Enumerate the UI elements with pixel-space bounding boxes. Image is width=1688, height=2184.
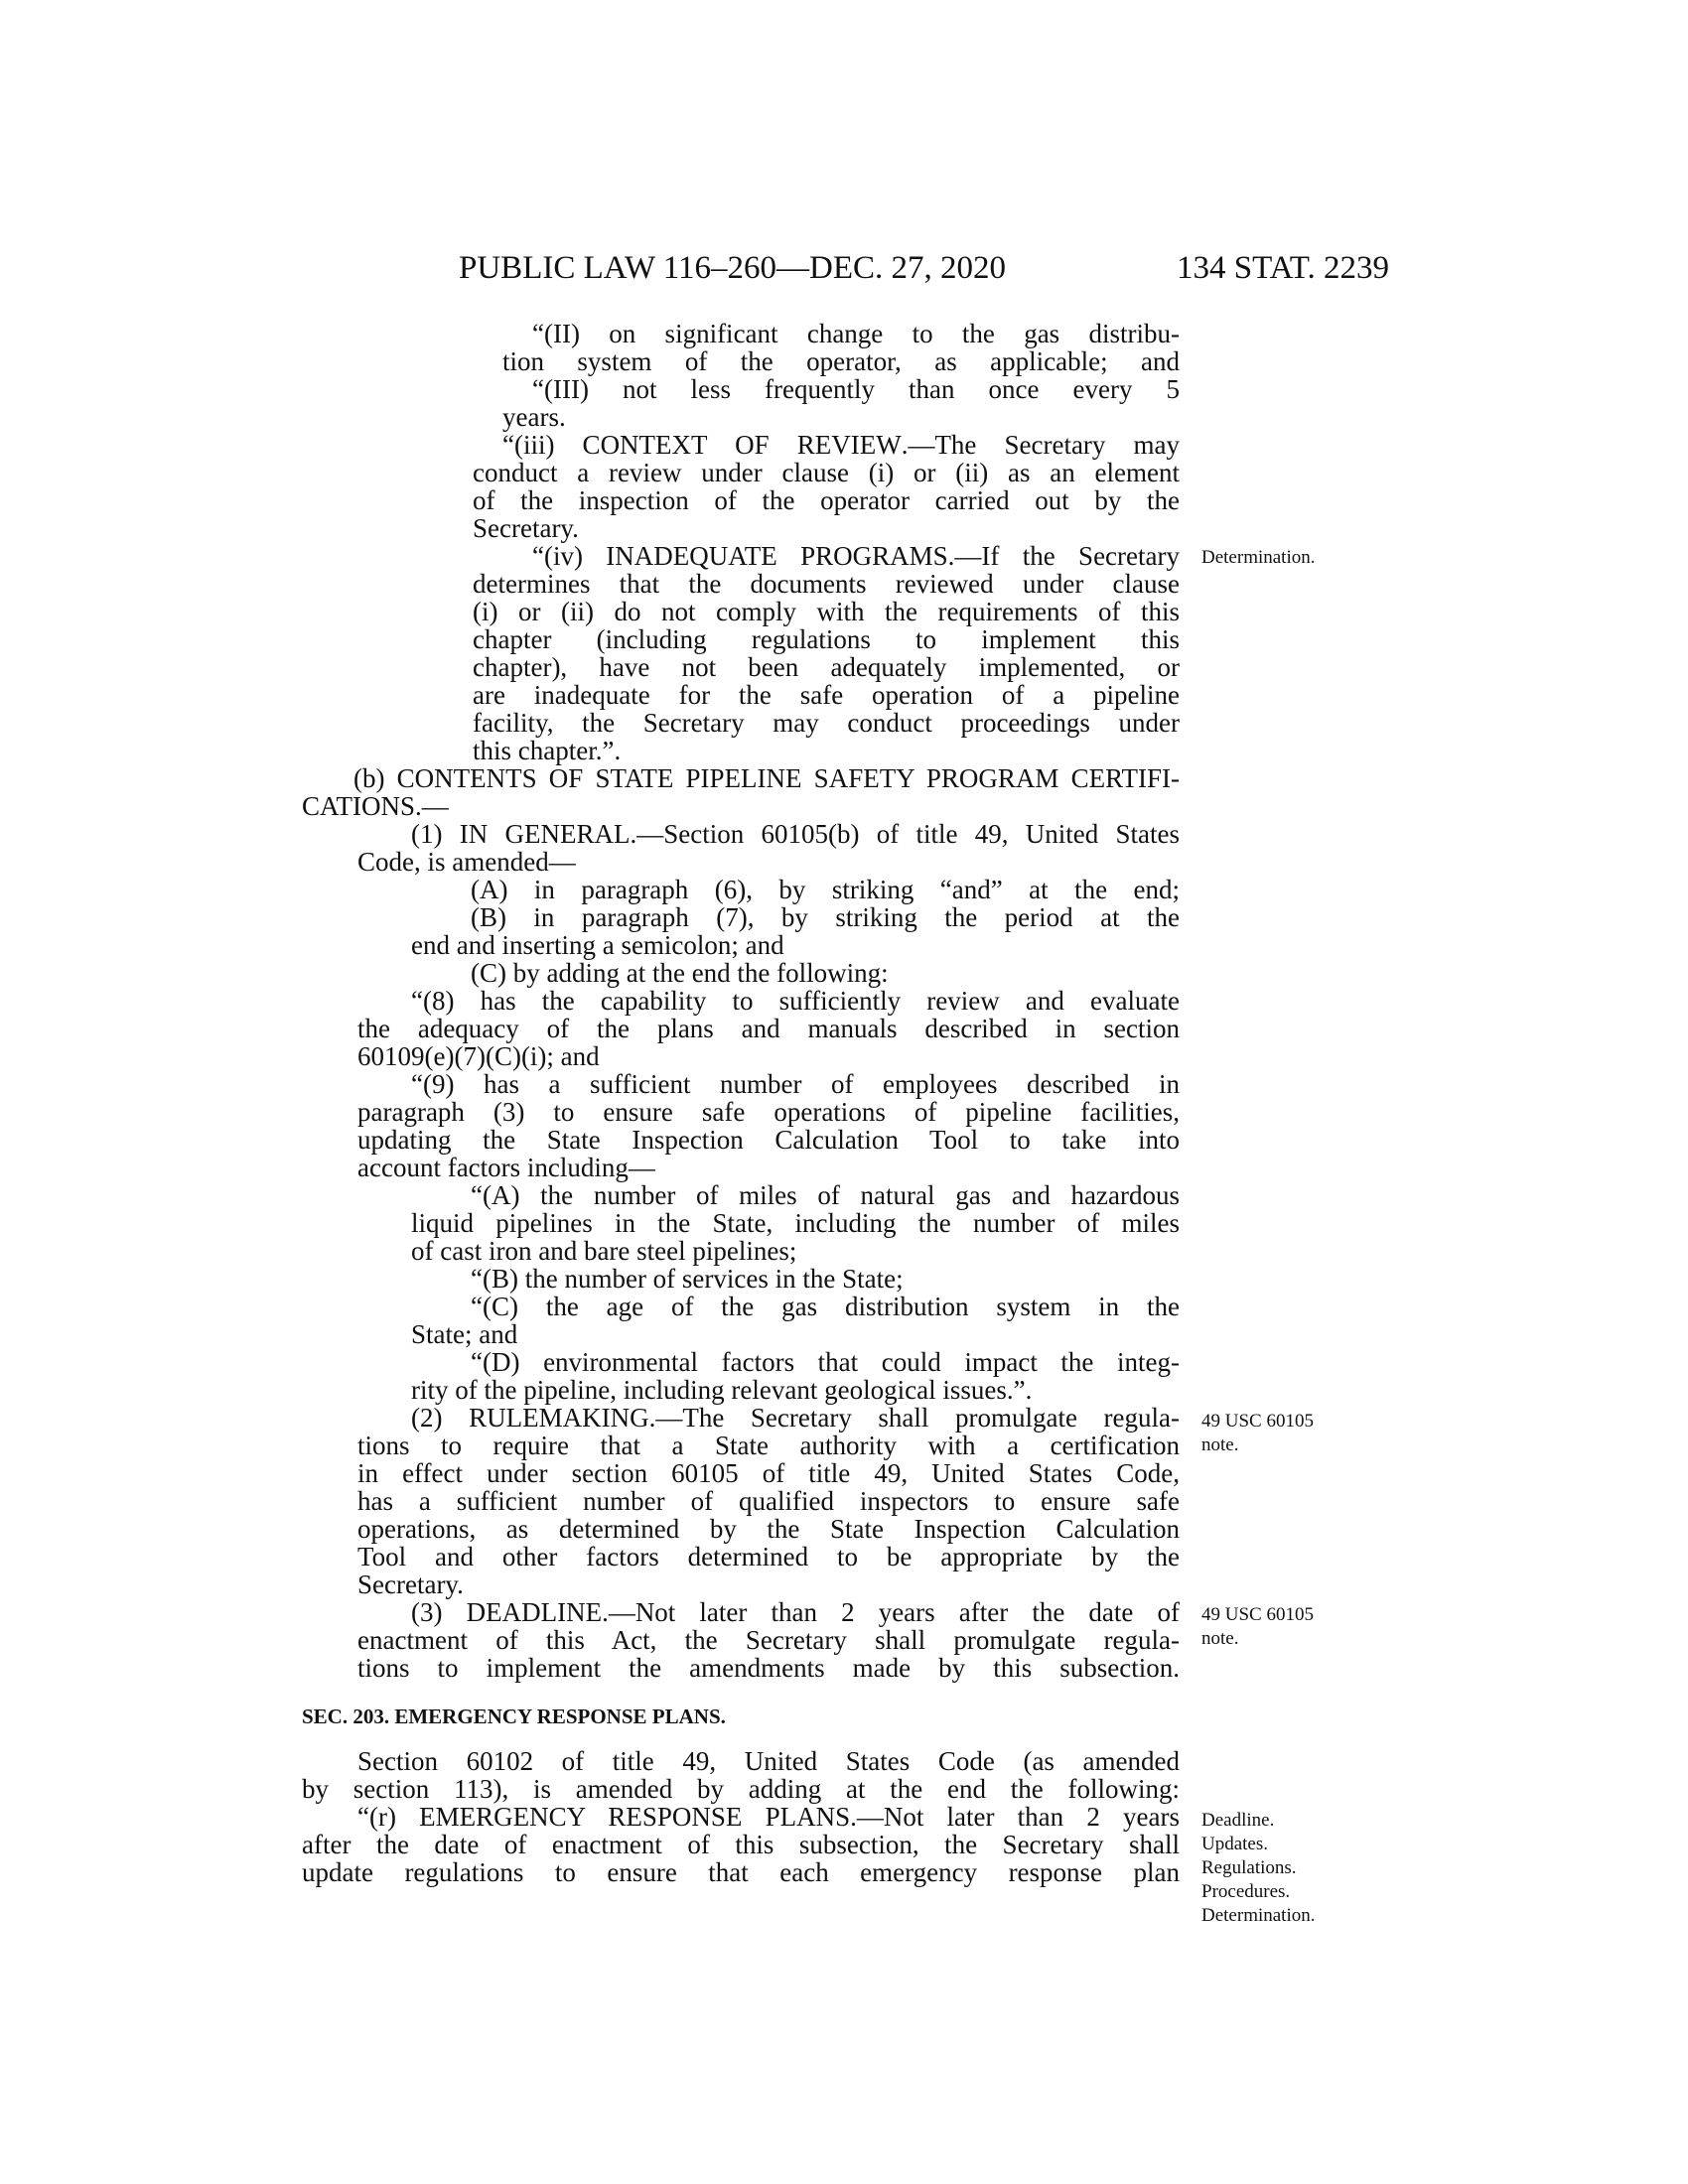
text-line: conduct a review under clause (i) or (ii) as an element: [473, 458, 1180, 487]
text-line: determines that the documents reviewed under clause: [473, 569, 1180, 599]
text-line: “(C) the age of the gas distribution system in the: [471, 1292, 1180, 1321]
text-line: (1) IN GENERAL.—Section 60105(b) of title 49, United States: [411, 819, 1180, 849]
text-line: (C) by adding at the end the following:: [471, 958, 889, 988]
text-line: end and inserting a semicolon; and: [411, 930, 784, 960]
text-line: account factors including—: [357, 1153, 655, 1182]
text-line: “(r) EMERGENCY RESPONSE PLANS.—Not later than 2 years: [357, 1802, 1180, 1832]
text-line: by section 113), is amended by adding at the end the following:: [302, 1774, 1180, 1804]
text-line: this chapter.”.: [473, 736, 622, 765]
text-line: (2) RULEMAKING.—The Secretary shall promulgate regula-: [411, 1403, 1180, 1433]
text-line: tion system of the operator, as applicable; and: [502, 346, 1180, 376]
margin-note: Determination.: [1201, 547, 1316, 568]
text-line: in effect under section 60105 of title 49, United States Code,: [357, 1458, 1180, 1488]
text-line: (3) DEADLINE.—Not later than 2 years after the date of: [411, 1597, 1180, 1627]
text-line: operations, as determined by the State Inspection Calculation: [357, 1514, 1180, 1544]
margin-note: Deadline.: [1201, 1810, 1275, 1831]
text-line: “(B) the number of services in the State;: [471, 1264, 904, 1294]
text-line: enactment of this Act, the Secretary shall promulgate regula-: [357, 1625, 1180, 1655]
text-line: 60109(e)(7)(C)(i); and: [357, 1041, 600, 1071]
margin-note: 49 USC 60105: [1201, 1411, 1314, 1432]
text-line: (b) CONTENTS OF STATE PIPELINE SAFETY PROGRAM CERTIFI-: [353, 763, 1180, 793]
text-line: tions to require that a State authority with a certification: [357, 1431, 1180, 1460]
text-line: “(iii) CONTEXT OF REVIEW.—The Secretary may: [502, 430, 1180, 460]
text-line: “(8) has the capability to sufficiently review and evaluate: [411, 986, 1180, 1016]
text-line: tions to implement the amendments made by this subsection.: [357, 1653, 1180, 1683]
text-line: years.: [502, 402, 566, 432]
text-line: “(D) environmental factors that could impact the integ-: [471, 1347, 1180, 1377]
margin-note: note.: [1201, 1434, 1239, 1455]
text-line: of cast iron and bare steel pipelines;: [411, 1236, 797, 1266]
text-line: Code, is amended—: [357, 847, 576, 877]
section-heading: SEC. 203. EMERGENCY RESPONSE PLANS.: [302, 1705, 726, 1728]
running-header-title: PUBLIC LAW 116–260—DEC. 27, 2020: [459, 250, 1007, 286]
text-line: (A) in paragraph (6), by striking “and” at the end;: [471, 875, 1180, 904]
text-line: (i) or (ii) do not comply with the requirements of this: [473, 597, 1180, 626]
margin-note: Updates.: [1201, 1834, 1269, 1854]
text-line: (B) in paragraph (7), by striking the period at the: [471, 902, 1180, 932]
text-line: State; and: [411, 1319, 518, 1349]
text-line: rity of the pipeline, including relevant geological issues.”.: [411, 1375, 1033, 1405]
text-line: Section 60102 of title 49, United States Code (as amended: [357, 1746, 1180, 1776]
text-line: “(iv) INADEQUATE PROGRAMS.—If the Secretary: [532, 541, 1180, 571]
text-line: update regulations to ensure that each emergency response plan: [302, 1857, 1180, 1887]
margin-note: Procedures.: [1201, 1881, 1291, 1902]
text-line: facility, the Secretary may conduct proceedings under: [473, 708, 1180, 738]
text-line: Tool and other factors determined to be appropriate by the: [357, 1542, 1180, 1571]
text-line: “(A) the number of miles of natural gas and hazardous: [471, 1180, 1180, 1210]
page-number: 134 STAT. 2239: [1177, 250, 1390, 286]
text-line: chapter (including regulations to implement this: [473, 624, 1180, 654]
text-line: CATIONS.—: [302, 791, 449, 821]
text-line: are inadequate for the safe operation of a pipeline: [473, 680, 1180, 710]
text-line: paragraph (3) to ensure safe operations of pipeline facilities,: [357, 1097, 1180, 1127]
margin-note: 49 USC 60105: [1201, 1604, 1314, 1625]
text-line: the adequacy of the plans and manuals described in section: [357, 1014, 1180, 1043]
text-line: “(9) has a sufficient number of employees described in: [411, 1069, 1180, 1099]
text-line: “(II) on significant change to the gas distribu-: [532, 319, 1180, 348]
text-line: liquid pipelines in the State, including the number of miles: [411, 1208, 1180, 1238]
margin-note: Determination.: [1201, 1905, 1316, 1926]
text-line: “(III) not less frequently than once every 5: [532, 374, 1180, 404]
text-line: Secretary.: [357, 1570, 464, 1599]
margin-note: note.: [1201, 1628, 1239, 1649]
text-line: chapter), have not been adequately implemented, or: [473, 652, 1180, 682]
text-line: of the inspection of the operator carried out by the: [473, 485, 1180, 515]
margin-note: Regulations.: [1201, 1857, 1297, 1878]
text-line: Secretary.: [473, 513, 579, 543]
text-line: has a sufficient number of qualified inspectors to ensure safe: [357, 1486, 1180, 1516]
text-line: updating the State Inspection Calculation Tool to take into: [357, 1125, 1180, 1155]
text-line: after the date of enactment of this subsection, the Secretary shall: [302, 1830, 1180, 1859]
